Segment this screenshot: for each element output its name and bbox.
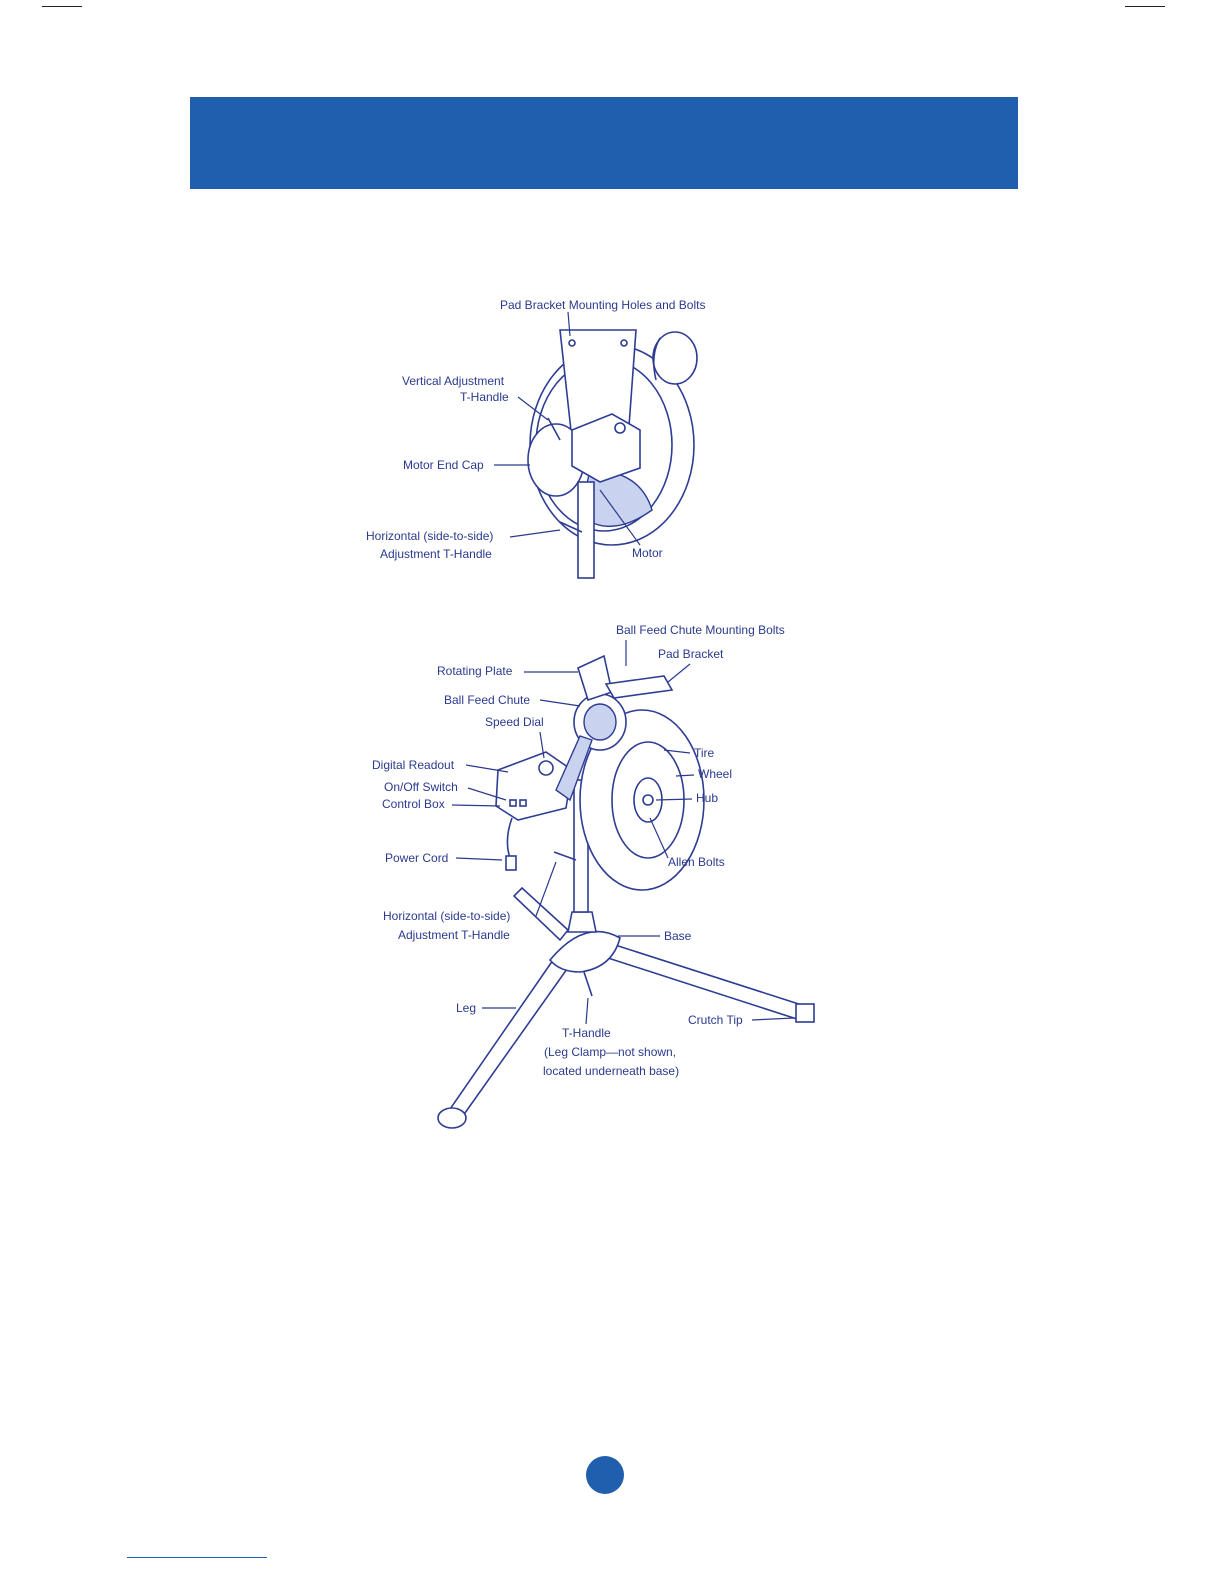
label-on-off-switch: On/Off Switch bbox=[384, 780, 458, 794]
label-hub: Hub bbox=[696, 791, 719, 805]
label-chute-bolts: Ball Feed Chute Mounting Bolts bbox=[616, 623, 785, 637]
label-allen-bolts: Allen Bolts bbox=[668, 855, 725, 869]
label-power-cord: Power Cord bbox=[385, 851, 449, 865]
top-figure bbox=[366, 298, 705, 578]
label-horizontal-top-1: Horizontal (side-to-side) bbox=[366, 529, 494, 543]
label-horizontal-bottom-1: Horizontal (side-to-side) bbox=[383, 909, 511, 923]
label-leg: Leg bbox=[456, 1001, 477, 1015]
label-control-box: Control Box bbox=[382, 797, 445, 811]
label-vertical-adjustment-1: Vertical Adjustment bbox=[402, 374, 505, 388]
label-pad-bracket-holes: Pad Bracket Mounting Holes and Bolts bbox=[500, 298, 706, 312]
label-digital-readout: Digital Readout bbox=[372, 758, 455, 772]
label-leg-clamp-2: located underneath base) bbox=[543, 1064, 680, 1078]
label-rotating-plate: Rotating Plate bbox=[437, 664, 513, 678]
label-ball-feed-chute: Ball Feed Chute bbox=[444, 693, 531, 707]
page-number-marker bbox=[586, 1456, 624, 1494]
bottom-figure bbox=[372, 623, 814, 1128]
label-motor: Motor bbox=[632, 546, 663, 560]
label-vertical-adjustment-2: T-Handle bbox=[460, 390, 509, 404]
label-leg-clamp-1: (Leg Clamp—not shown, bbox=[544, 1045, 677, 1059]
label-tire: Tire bbox=[694, 746, 715, 760]
label-crutch-tip: Crutch Tip bbox=[688, 1013, 743, 1027]
label-wheel: Wheel bbox=[698, 767, 733, 781]
label-t-handle: T-Handle bbox=[562, 1026, 611, 1040]
label-speed-dial: Speed Dial bbox=[485, 715, 544, 729]
footer-rule bbox=[127, 1557, 267, 1558]
label-base: Base bbox=[664, 929, 692, 943]
label-horizontal-top-2: Adjustment T-Handle bbox=[380, 547, 492, 561]
label-motor-end-cap: Motor End Cap bbox=[403, 458, 484, 472]
label-horizontal-bottom-2: Adjustment T-Handle bbox=[398, 928, 510, 942]
label-pad-bracket: Pad Bracket bbox=[658, 647, 724, 661]
